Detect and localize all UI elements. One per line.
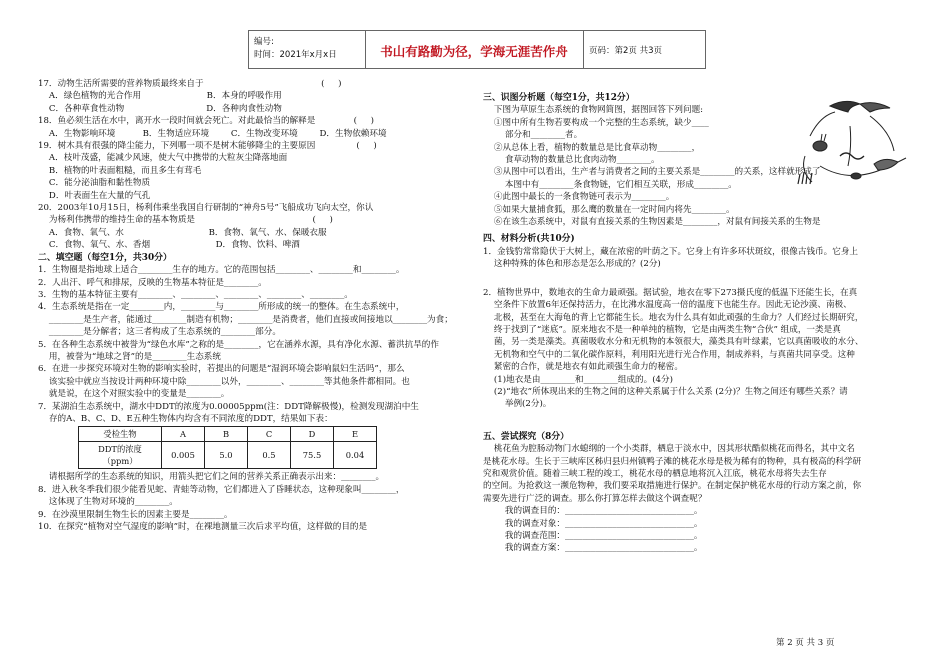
conc-header-unit: （ppm） [102, 456, 138, 467]
fill-in-line: 请根据所学的生态系统的知识，用箭头把它们之间的营养关系正确表示出来：________。 [38, 472, 385, 483]
food-web-illustration [790, 96, 912, 194]
fill-in-line: ________是生产者，能通过________制造有机物；________是消费者，他们直接或间接地以________为食； [38, 314, 453, 325]
page-header [248, 30, 706, 69]
diagram-question-line: ④此图中最长的一条食物链可表示为________。 [483, 192, 675, 203]
fill-in-line: 10．在探究“植物对空气湿度的影响”时，在裸地测量三次后求平均值，这样做的目的是 [38, 522, 368, 532]
material-line: 无机物和空气中的二氧化碳作原料，利用阳光进行光合作用，制成养料，与真菌共同享受。这种 [483, 349, 855, 360]
material-line: 菌，另一类是藻类。真菌吸收水分和无机物的本领很大，藻类具有叶绿素，它以真菌吸收的水分、 [483, 337, 864, 348]
section-title-fill-in: 二、填空题（每空1分，共30分） [38, 252, 172, 263]
ddt-table [78, 426, 377, 469]
diagram-question-line: 食草动物的数量总比食肉动物________。 [483, 155, 660, 166]
header-motto-cell [365, 31, 584, 68]
table-header-cell: D [291, 427, 334, 442]
diagram-question-line: ③从图中可以看出，生产者与消费者之间的主要关系是________的关系，这样就形成了 [483, 167, 821, 178]
fill-in-line: 5．在各种生态系统中被誉为“绿色水库”之称的是________，它在涵养水源，具有净化水源、蓄洪抗旱的作 [38, 339, 439, 350]
fill-in-line: 7．某湖泊生态系统中，湖水中DDT的浓度为0.00005ppm(注：DDT降解极慢)，检测发现湖泊中生 [38, 401, 419, 412]
table-cell: 0.04 [334, 442, 377, 469]
explore-line: 是桃花水母。生长于三峡库区秭归县归州镇鸭子滩的桃花水母是极为稀有的物种，具有极高的科学研 [483, 456, 862, 467]
question-option: C．能分泌油脂和黏性物质 [38, 178, 151, 189]
table-cell: 5.0 [205, 442, 248, 469]
question-option: C．食物、氧气、水、香烟 D．食物、饮料、啤酒 [38, 240, 300, 251]
diagram-question-line: ②从总体上看，植物的数量总是比食草动物________， [483, 142, 701, 153]
header-date: 时间：2021年x月x日 [254, 50, 337, 60]
header-code-label: 编号: [254, 37, 274, 47]
question-option: D．叶表面生在大量的气孔 [38, 190, 151, 201]
table-header-cell [79, 442, 162, 469]
diagram-question-line: ①图中所有生物若要构成一个完整的生态系统，缺少____ [483, 117, 709, 128]
explore-line: 我的调查对象：______________________________。 [483, 518, 703, 529]
left-column [38, 78, 470, 533]
question-line: 18．鱼必须生活在水中，离开水一段时间就会死亡。对此最恰当的解释是 ( ) [38, 116, 374, 127]
diagram-question-line: 下图为草原生态系统的食物网简图，据图回答下列问题: [483, 105, 704, 116]
table-cell: 75.5 [291, 442, 334, 469]
table-cell: 0.5 [248, 442, 291, 469]
explore-line: 需要先进行广泛的调查。那么你打算怎样去做这个调查呢？ [483, 493, 707, 504]
section-title-material: 四、材料分析(共10分) [483, 234, 575, 245]
material-line: 空条件下放置6年还保持活力，在比沸水温度高一倍的温度下也能生存。因此无论沙漠、南极、 [483, 300, 852, 311]
explore-line: 的空间。为抢救这一濒危物种，我们要采取措施进行保护。在制定保护桃花水母的行动方案之前，你 [483, 481, 862, 492]
page-footer: 第 2 页 共 3 页 [776, 638, 835, 648]
material-line: (1)地衣是由________和________组成的。(4分) [483, 374, 673, 385]
fill-in-line: 4．生态系统是指在一定________内，________与________所形成的统一的整体。在生态系统中， [38, 302, 405, 313]
question-option: A．食物、氧气、水 B．食物、氧气、水、保暖衣服 [38, 227, 327, 238]
header-motto: 书山有路勤为径，学海无涯苦作舟 [380, 44, 568, 59]
table-cell: 0.005 [162, 442, 205, 469]
question-line: 为杨利伟携带的维持生命的基本物质是 ( ) [38, 215, 333, 226]
question-option: C．各种草食性动物 D．各种肉食性动物 [38, 103, 282, 114]
table-header-cell: C [248, 427, 291, 442]
fill-in-line: 3．生物的基本特征主要有________、________、________、________、________。 [38, 289, 353, 300]
explore-line: 桃花鱼为腔肠动物门水螅纲的一个小类群，栖息于淡水中，因其形状酷似桃花而得名，其中文名 [483, 444, 855, 455]
table-header-cell: E [334, 427, 377, 442]
header-meta-cell [249, 31, 366, 68]
section-title-diagram: 三、识图分析题（每空1分，共12分） [483, 93, 635, 103]
fill-in-line: ________是分解者；这三者构成了生态系统的________部分。 [38, 327, 281, 338]
question-option: A．枝叶茂盛，能减少风速，使大气中携带的大粒灰尘降落地面 [38, 153, 288, 164]
material-line: 这种特殊的体色和形态是怎么形成的？(2分) [483, 259, 661, 270]
material-line: 紧密的合作，就是地衣有如此顽强生命力的秘密。 [483, 362, 683, 373]
diagram-question-line: 部分和________者。 [483, 130, 583, 141]
question-line: 17．动物生活所需要的营养物质最终来自于 ( ) [38, 79, 342, 89]
explore-line: 我的调查方案：______________________________。 [483, 543, 703, 554]
conc-header-line: DDT的浓度 [98, 444, 142, 455]
fill-in-line: 存的A、B、C、D、E五种生物体内均含有不同浓度的DDT，结果如下表： [38, 413, 333, 424]
table-row [79, 427, 377, 442]
table-header-cell: 受检生物 [79, 427, 162, 442]
material-line: 1．金钱豹常常隐伏于大树上，藏在浓密的叶荫之下。它身上有许多环状斑纹，很像古钱币。它身上 [483, 246, 859, 257]
material-line: 2．植物世界中，数地衣的生命力最顽强。据试验，地衣在零下273摄氏度的低温下还能生长，在真 [483, 287, 858, 298]
explore-line: 究和观赏价值。随着三峡工程的竣工，桃花水母的栖息地将沉入江底，桃花水母将失去生存 [483, 468, 827, 479]
table-header-cell: A [162, 427, 205, 442]
header-page-cell [583, 31, 705, 68]
question-option: A．绿色植物的光合作用 B．本身的呼吸作用 [38, 91, 282, 102]
header-page-number: 页码：第2页 共3页 [589, 46, 663, 56]
diagram-question-line: ⑤如果大量捕食狐，那么鹰的数量在一定时间内将先________。 [483, 204, 735, 215]
question-option: A．生物影响环境 B．生物适应环境 C．生物改变环境 D．生物依赖环境 [38, 128, 387, 139]
explore-line: 我的调查范围：______________________________。 [483, 531, 703, 541]
fill-in-line: 这体现了生物对环境的________。 [38, 497, 178, 508]
diagram-question-line: 本图中有________条食物链，它们相互关联，形成________。 [483, 179, 737, 190]
fill-in-line: 就是说，在这个对照实验中的变量是________。 [38, 389, 230, 400]
table-row [79, 442, 377, 469]
diagram-question-line: ⑥在该生态系统中，对鼠有直接关系的生物因素是________，对鼠有间接关系的生物是 [483, 217, 821, 228]
fill-in-line: 1．生物圈是指地球上适合________生存的地方。它的范围包括________、________和________。 [38, 265, 405, 276]
explore-line: 我的调查目的：______________________________。 [483, 506, 703, 517]
fill-in-line: 2．人出汗、呼气和排尿，反映的生物基本特征是________。 [38, 277, 267, 288]
section-title-explore: 五、尝试探究（8分） [483, 431, 570, 442]
table-header-cell: B [205, 427, 248, 442]
fill-in-line: 8．进入秋冬季我们很少能看见蛇、青蛙等动物，它们都进入了昏睡状态，这种现象叫________， [38, 484, 405, 495]
material-line: (2)“地衣”所体现出来的生物之间的这种关系属于什么关系 (2分)？生物之间还有哪些关系？请 [483, 386, 848, 397]
fill-in-line: 6．在进一步探究环境对生物的影响实验时，若提出的问题是“湿润环境会影响鼠妇生活吗”，那么 [38, 364, 405, 375]
material-line: 终于找到了“迷底”。原来地衣不是一种单纯的植物，它是由两类生物“合伙” 组成，一类是真 [483, 324, 841, 335]
fill-in-line: 用，被誉为“地球之肾”的是________生态系统 [38, 351, 221, 362]
question-line: 20．2003年10月15日，杨利伟乘坐我国自行研制的“神舟5号”飞船成功飞向太空，你认 [38, 203, 374, 214]
question-line: 19．树木具有很强的降尘能力，下列哪一项不是树木能够降尘的主要原因 ( ) [38, 141, 377, 152]
material-line: 北极，甚至在大海龟的背上它都能生长。地衣为什么具有如此顽强的生命力？人们经过长期研究， [483, 312, 864, 323]
fill-in-line: 9．在沙漠里限制生物生长的因素主要是________。 [38, 509, 233, 520]
question-option: B．植物的叶表面粗糙，而且多生有茸毛 [38, 165, 202, 176]
material-line: 举例(2分)。 [483, 399, 552, 410]
fill-in-line: 该实验中就应当按设计两种环境中除________以外，________、________等其他条件都相同。也 [38, 376, 410, 387]
